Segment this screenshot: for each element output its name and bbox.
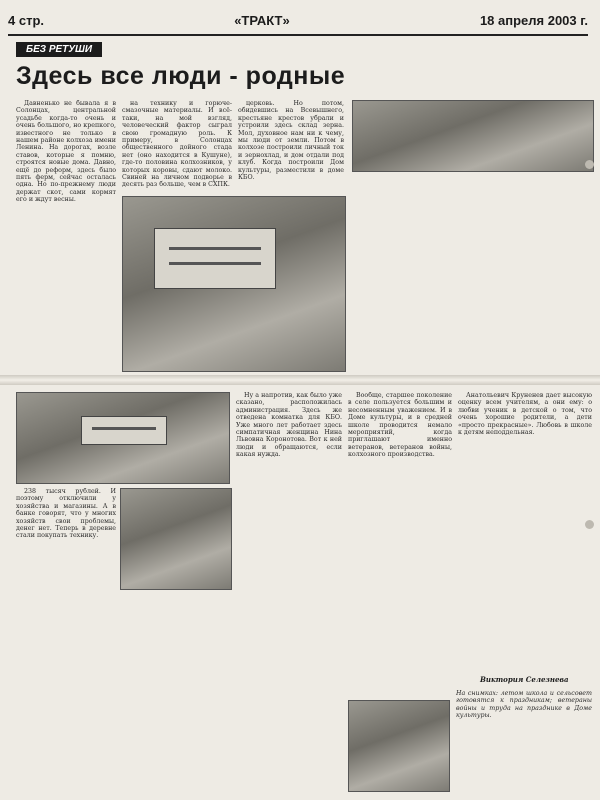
column-text: Анатольевич Круненев дает высокую оценку всем учителям, а они ему: о любви ученик в детской о том, что очень хорошие родители, а дети «просто прекрасные». Любовь в школе к детям неподдельная. bbox=[458, 392, 592, 437]
paper-title: «ТРАКТ» bbox=[234, 12, 290, 28]
column-text: Вообще, старшее поколение в селе пользуется большим и несомненным уважением. И в Доме культуры, и в средней школе проводится немало мероприятий, когда приглашают именно ветеранов, ветеранов войны, колхозного производства. bbox=[348, 392, 452, 459]
page-number: 4 стр. bbox=[8, 12, 44, 28]
article-column-lower-2 bbox=[236, 392, 342, 788]
column-text: церковь. Но потом, обидевшись на Всевышнего, крестьяне крестов убрали и устроили здесь склад зерна. Мол, духовное нам ни к чему, мы люди от земли. Потом в колхозе построили личный ток и зернохлад, и дом отдали под клуб. Когда построили Дом культуры, разместили в доме КБО. bbox=[238, 100, 344, 182]
masthead bbox=[8, 6, 588, 36]
column-text: на технику и горюче-смазочные материалы. И всё-таки, на мой взгляд, человеческий фактор сыграл свою громадную роль. К примеру, в Солонцах общественного дойного стада нет (оно находится в Кушуне), где-то половина колхозников, у которых коровы, сдают молоко. Свиней на личном подворье в десять раз больше, чем в СХПК. bbox=[122, 100, 232, 189]
photo-banner bbox=[81, 416, 168, 445]
column-text: 238 тысяч рублей. И поэтому отключили у хозяйства и магазины. А в банке говорят, что у многих хозяйств свои проблемы, денег нет. Теперь в деревне стали покупать технику. bbox=[16, 488, 116, 540]
column-text: Давненько не бывала я в Солонцах, центральной усадьбе когда-то очень и очень большого, но крепкого, известного не только в нашем районе колхоза имени Ленина. На дорогах, возле ставов, которые я помню, строятся новые дома. Давно, ещё до реформ, здесь было пять ферм, сейчас осталась одна. Но по-прежнему люди держат скот, сами кормят его и ждут весны. bbox=[16, 100, 116, 204]
page-fold bbox=[0, 375, 600, 385]
rubric-label: БЕЗ РЕТУШИ bbox=[16, 42, 102, 57]
issue-date: 18 апреля 2003 г. bbox=[479, 12, 588, 28]
article-column-lower-4 bbox=[458, 392, 592, 667]
photo-village-house bbox=[352, 100, 594, 172]
photo-veterans bbox=[120, 488, 232, 590]
author-signature: Виктория Селезнева bbox=[480, 675, 569, 684]
column-text: Ну а напротив, как было уже сказано, расположилась администрация. Здесь же отведена комнатка для КБО. Уже много лет работает здесь симпатичная женщина Нина Львовна Коронотова. Вот к ней люди и обращаются, если какая нужда. bbox=[236, 392, 342, 459]
article-column-lower-1 bbox=[16, 488, 116, 788]
photo-caption: На снимках: летом школа и сельсовет готовятся к праздникам; ветераны войны и труда на празднике в Доме культуры. bbox=[456, 690, 592, 720]
photo-celebration bbox=[16, 392, 230, 484]
punch-hole bbox=[585, 160, 594, 169]
photo-banner bbox=[154, 228, 276, 289]
photo-portrait bbox=[348, 700, 450, 792]
article-column-2 bbox=[122, 100, 232, 190]
article-column-1 bbox=[16, 100, 116, 370]
article-column-3 bbox=[238, 100, 344, 190]
article-headline: Здесь все люди - родные bbox=[16, 62, 346, 90]
photo-school-building bbox=[122, 196, 346, 372]
